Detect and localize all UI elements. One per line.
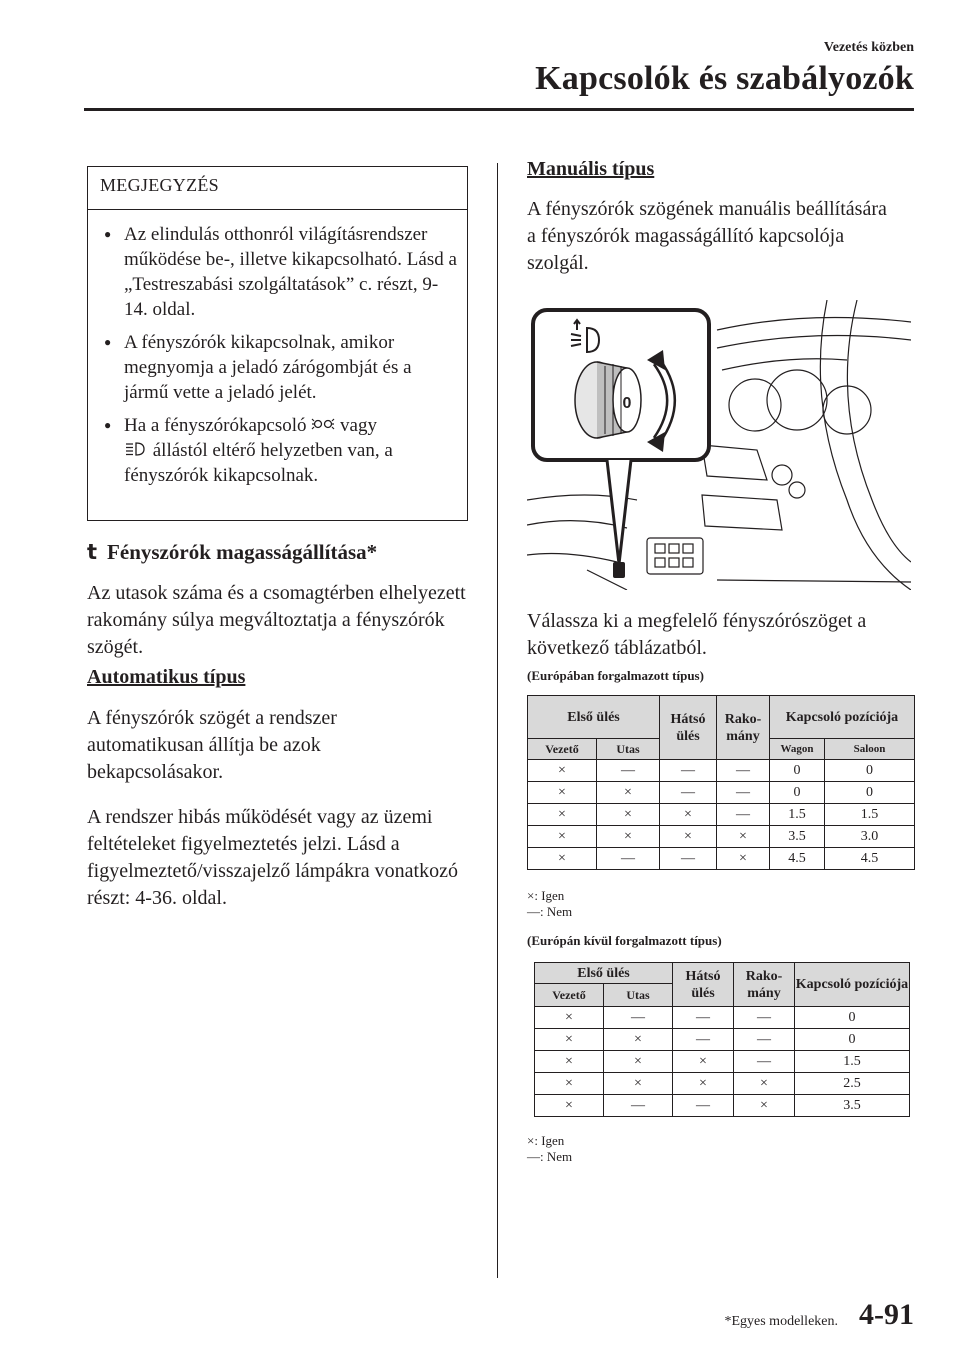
table-cell: — [717,760,770,782]
table-header-driver: Vezető [535,984,604,1007]
table-cell: 0 [795,1029,910,1051]
table-cell: — [673,1007,734,1029]
table-cell: × [597,826,660,848]
table-cell: — [734,1051,795,1073]
table-cell: 4.5 [770,848,825,870]
table-eu [527,695,915,870]
auto-paragraph-2: A rendszer hibás működését vagy az üzemi feltételeket figyelmeztetés jelzi. Lásd a figyelmeztető/visszajelző lámpákra vonatkozó részt: 4-36. oldal. [87,806,458,909]
bullet-icon: ● [104,418,112,432]
parking-lights-icon [311,416,335,432]
table-cell: × [660,804,717,826]
table-eu-legend [527,888,572,920]
table-header-rear-seat: Hátsó ülés [660,696,717,760]
table-row [528,804,915,826]
section-title: Fényszórók magasságállítása* [107,540,378,564]
footnote: *Egyes modelleken. [724,1314,838,1329]
table-cell: × [535,1007,604,1029]
header-rule [84,108,914,111]
table-header-passenger: Utas [604,984,673,1007]
legend-no: —: Nem [527,904,573,919]
table-cell: × [535,1073,604,1095]
table-cell: — [673,1095,734,1117]
table-cell: 0 [825,760,915,782]
note-item-text: Az elindulás otthonról világításrendszer működése be-, illetve kikapcsolható. Lásd a „Testreszabási szolgáltatások” c. részt, 9-14. oldal. [124,224,457,320]
table-header-front-seat: Első ülés [535,963,673,984]
table-row [528,782,915,804]
table-cell: 0 [770,782,825,804]
section-marker: t [87,540,98,564]
table-non-eu-legend [527,1133,572,1165]
table-cell: 1.5 [795,1051,910,1073]
table-header-saloon: Saloon [825,739,915,760]
table-cell: × [597,804,660,826]
table-cell: × [717,826,770,848]
table-row [535,1007,910,1029]
running-header-title: Kapcsolók és szabályozók [535,60,914,97]
table-cell: × [660,826,717,848]
auto-type-heading: Automatikus típus [87,666,246,688]
table-header-front-seat: Első ülés [528,696,660,739]
table-cell: — [734,1029,795,1051]
table-cell: 3.5 [770,826,825,848]
table-header-wagon: Wagon [770,739,825,760]
note-item [88,330,467,405]
dial-zero-label: 0 [622,395,632,412]
bullet-icon: ● [104,335,112,349]
table-cell: × [604,1073,673,1095]
bullet-icon: ● [104,227,112,241]
table-header-switch: Kapcsoló pozíciója [770,696,915,739]
table-cell: × [535,1029,604,1051]
note-item-text-b: vagy [340,415,377,436]
intro-paragraph: Az utasok száma és a csomagtérben elhelyezett rakomány súlya megváltoztatja a fényszórók szögét. [87,582,466,658]
table-row [528,826,915,848]
column-divider [497,163,498,1278]
manual-type-heading: Manuális típus [527,158,655,180]
table-cell: × [535,1095,604,1117]
section-heading [87,540,377,565]
table-header-switch: Kapcsoló pozíciója [795,963,910,1007]
table-header-cargo: Rako- mány [717,696,770,760]
table-cell: 1.5 [770,804,825,826]
headlights-icon [124,441,148,457]
page-number: 4-91 [859,1298,914,1331]
table-cell: × [528,848,597,870]
note-title: MEGJEGYZÉS [88,167,467,210]
table-cell: × [604,1029,673,1051]
manual-paragraph-1: A fényszórók szögének manuális beállítására a fényszórók magasságállító kapcsolója szolgál. [527,198,887,274]
table-cell: × [717,848,770,870]
table-cell: — [604,1007,673,1029]
auto-paragraph-1: A fényszórók szögét a rendszer automatikusan állítja be azok bekapcsolásakor. [87,707,337,783]
table-cell: 3.5 [795,1095,910,1117]
table-non-eu-caption: (Európán kívül forgalmazott típus) [527,933,722,948]
table-header-driver: Vezető [528,739,597,760]
table-header-passenger: Utas [597,739,660,760]
table-row [535,1051,910,1073]
table-cell: 0 [795,1007,910,1029]
table-cell: × [734,1095,795,1117]
table-cell: × [528,782,597,804]
table-cell: 4.5 [825,848,915,870]
table-row [528,760,915,782]
table-cell: × [597,782,660,804]
table-cell: × [528,804,597,826]
table-cell: 1.5 [825,804,915,826]
table-row [535,1029,910,1051]
table-cell: 2.5 [795,1073,910,1095]
table-cell: — [734,1007,795,1029]
table-row [535,1095,910,1117]
table-row [528,848,915,870]
legend-yes: ×: Igen [527,888,565,903]
table-cell: — [660,760,717,782]
legend-yes: ×: Igen [527,1133,565,1148]
table-cell: × [673,1051,734,1073]
note-item-text: A fényszórók kikapcsolnak, amikor megnyomja a jeladó zárógombját és a jármű vette a jeladó jelét. [124,332,412,403]
table-row [535,1073,910,1095]
running-header-section: Vezetés közben [823,40,914,55]
table-cell: 3.0 [825,826,915,848]
table-cell: 0 [825,782,915,804]
table-cell: — [604,1095,673,1117]
table-cell: × [604,1051,673,1073]
table-cell: — [717,804,770,826]
table-cell: — [673,1029,734,1051]
note-item-text-a: Ha a fényszórókapcsoló [124,415,307,436]
table-cell: × [528,760,597,782]
table-cell: × [535,1051,604,1073]
table-header-cargo: Rako- mány [734,963,795,1007]
legend-no: —: Nem [527,1149,573,1164]
note-item [88,222,467,322]
table-header-rear-seat: Hátsó ülés [673,963,734,1007]
table-non-eu [534,962,910,1117]
table-cell: — [597,848,660,870]
table-cell: 0 [770,760,825,782]
manual-paragraph-2: Válassza ki a megfelelő fényszórószöget a következő táblázatból. [527,610,867,659]
table-cell: × [734,1073,795,1095]
table-cell: — [597,760,660,782]
note-item [88,413,467,488]
table-cell: — [717,782,770,804]
table-eu-caption: (Európában forgalmazott típus) [527,668,704,683]
headlight-leveling-illustration [527,300,911,590]
note-item-text-c: állástól eltérő helyzetben van, a fényszórók kikapcsolnak. [124,440,393,486]
table-cell: × [528,826,597,848]
table-cell: — [660,848,717,870]
table-cell: — [660,782,717,804]
note-box [87,166,468,521]
table-cell: × [673,1073,734,1095]
